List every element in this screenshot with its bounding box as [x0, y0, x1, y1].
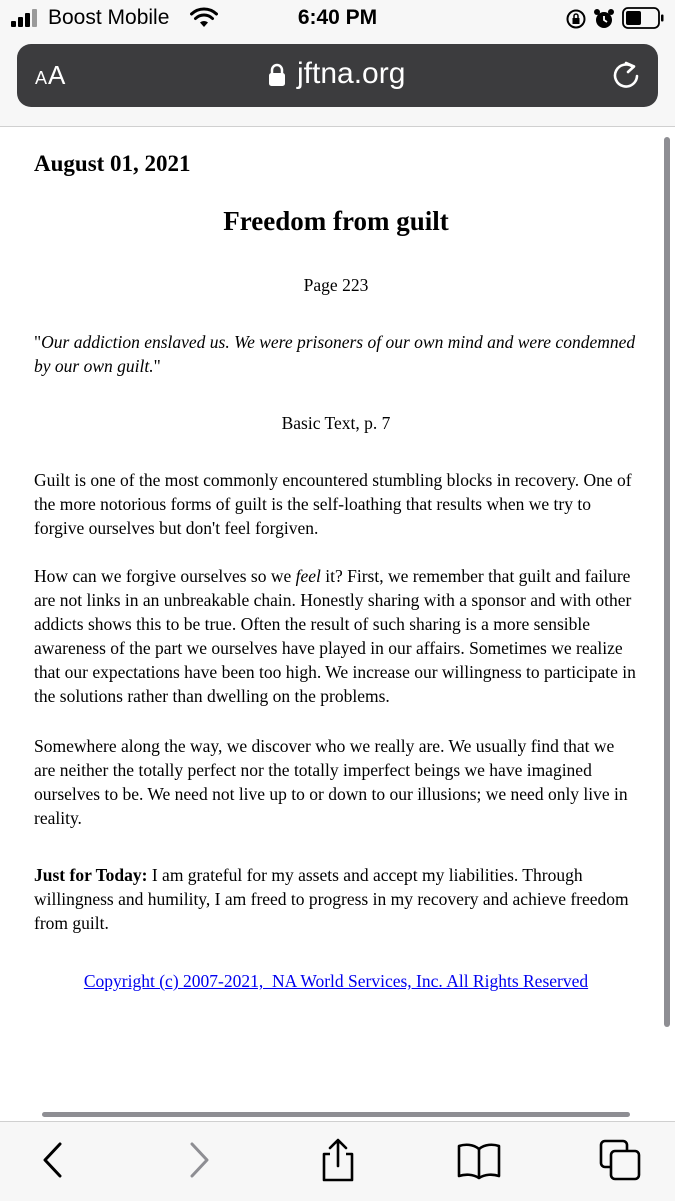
article-title: Freedom from guilt — [223, 206, 449, 236]
article-date: August 01, 2021 — [34, 151, 191, 176]
paragraph-3: Somewhere along the way, we discover who we really are. We usually find that we are neither the totally perfect nor the totally imperfect beings we have imagined ourselves to be. We need not live up to or down to our illusions; we need only live in reality. — [34, 736, 628, 828]
clock: 6:40 PM — [297, 6, 378, 29]
copyright — [34, 969, 638, 993]
battery-icon — [622, 7, 664, 29]
text-size-label-small: A — [35, 68, 49, 88]
bookmarks-icon[interactable] — [457, 1138, 501, 1182]
quote-open-mark: " — [34, 332, 42, 352]
vertical-scrollbar[interactable] — [664, 137, 670, 1027]
paragraph-2-emphasis: feel — [295, 566, 321, 586]
web-content[interactable] — [0, 126, 675, 1121]
text-size-button[interactable] — [35, 60, 66, 91]
share-icon[interactable] — [316, 1138, 360, 1182]
copyright-link[interactable]: Copyright (c) 2007-2021, NA World Services, Inc. All Rights Reserved — [83, 971, 589, 991]
status-bar — [0, 0, 675, 38]
just-for-today — [34, 863, 638, 935]
lock-icon — [268, 63, 286, 87]
page-number: Page 223 — [303, 275, 369, 295]
tabs-icon[interactable] — [598, 1138, 642, 1182]
address-bar[interactable] — [17, 44, 658, 107]
paragraph-2 — [34, 564, 638, 708]
text-size-label-large: A — [48, 60, 67, 90]
browser-toolbar — [0, 1121, 675, 1201]
alarm-icon — [592, 7, 616, 31]
forward-icon[interactable] — [176, 1138, 220, 1182]
rotation-lock-icon — [565, 8, 587, 30]
quote-text: Our addiction enslaved us. We were prisoners of our own mind and were condemned by our own guilt. — [34, 332, 636, 376]
back-icon[interactable] — [32, 1138, 76, 1182]
just-for-today-text: I am grateful for my assets and accept my liabilities. Through willingness and humility, I am freed to progress in my recovery and achieve freedom from guilt. — [34, 865, 629, 933]
reload-icon[interactable] — [609, 58, 643, 92]
horizontal-scrollbar[interactable] — [42, 1112, 630, 1117]
paragraph-1: Guilt is one of the most commonly encountered stumbling blocks in recovery. One of the more notorious forms of guilt is the self-loathing that results when we try to forgive ourselves but don't feel forgiven. — [34, 470, 632, 538]
quote-source: Basic Text, p. 7 — [281, 413, 391, 433]
url-text[interactable]: jftna.org — [297, 57, 406, 90]
paragraph-2-end: it? First, we remember that guilt and failure are not links in an unbreakable chain. Honestly sharing with a sponsor and with other addicts shows this to be true. Often the result of such sharing is a more sensible awareness of the part we ourselves have played in our affairs. Sometimes we realize that our expectations have been too high. We increase our willingness to participate in the solutions rather than dwelling on the problems. — [34, 566, 636, 706]
carrier-name: Boost Mobile — [48, 6, 170, 29]
quote — [34, 330, 638, 378]
quote-close-mark: " — [153, 356, 161, 376]
just-for-today-label: Just for Today: — [34, 865, 148, 885]
paragraph-2-start: How can we forgive ourselves so we — [34, 566, 296, 586]
